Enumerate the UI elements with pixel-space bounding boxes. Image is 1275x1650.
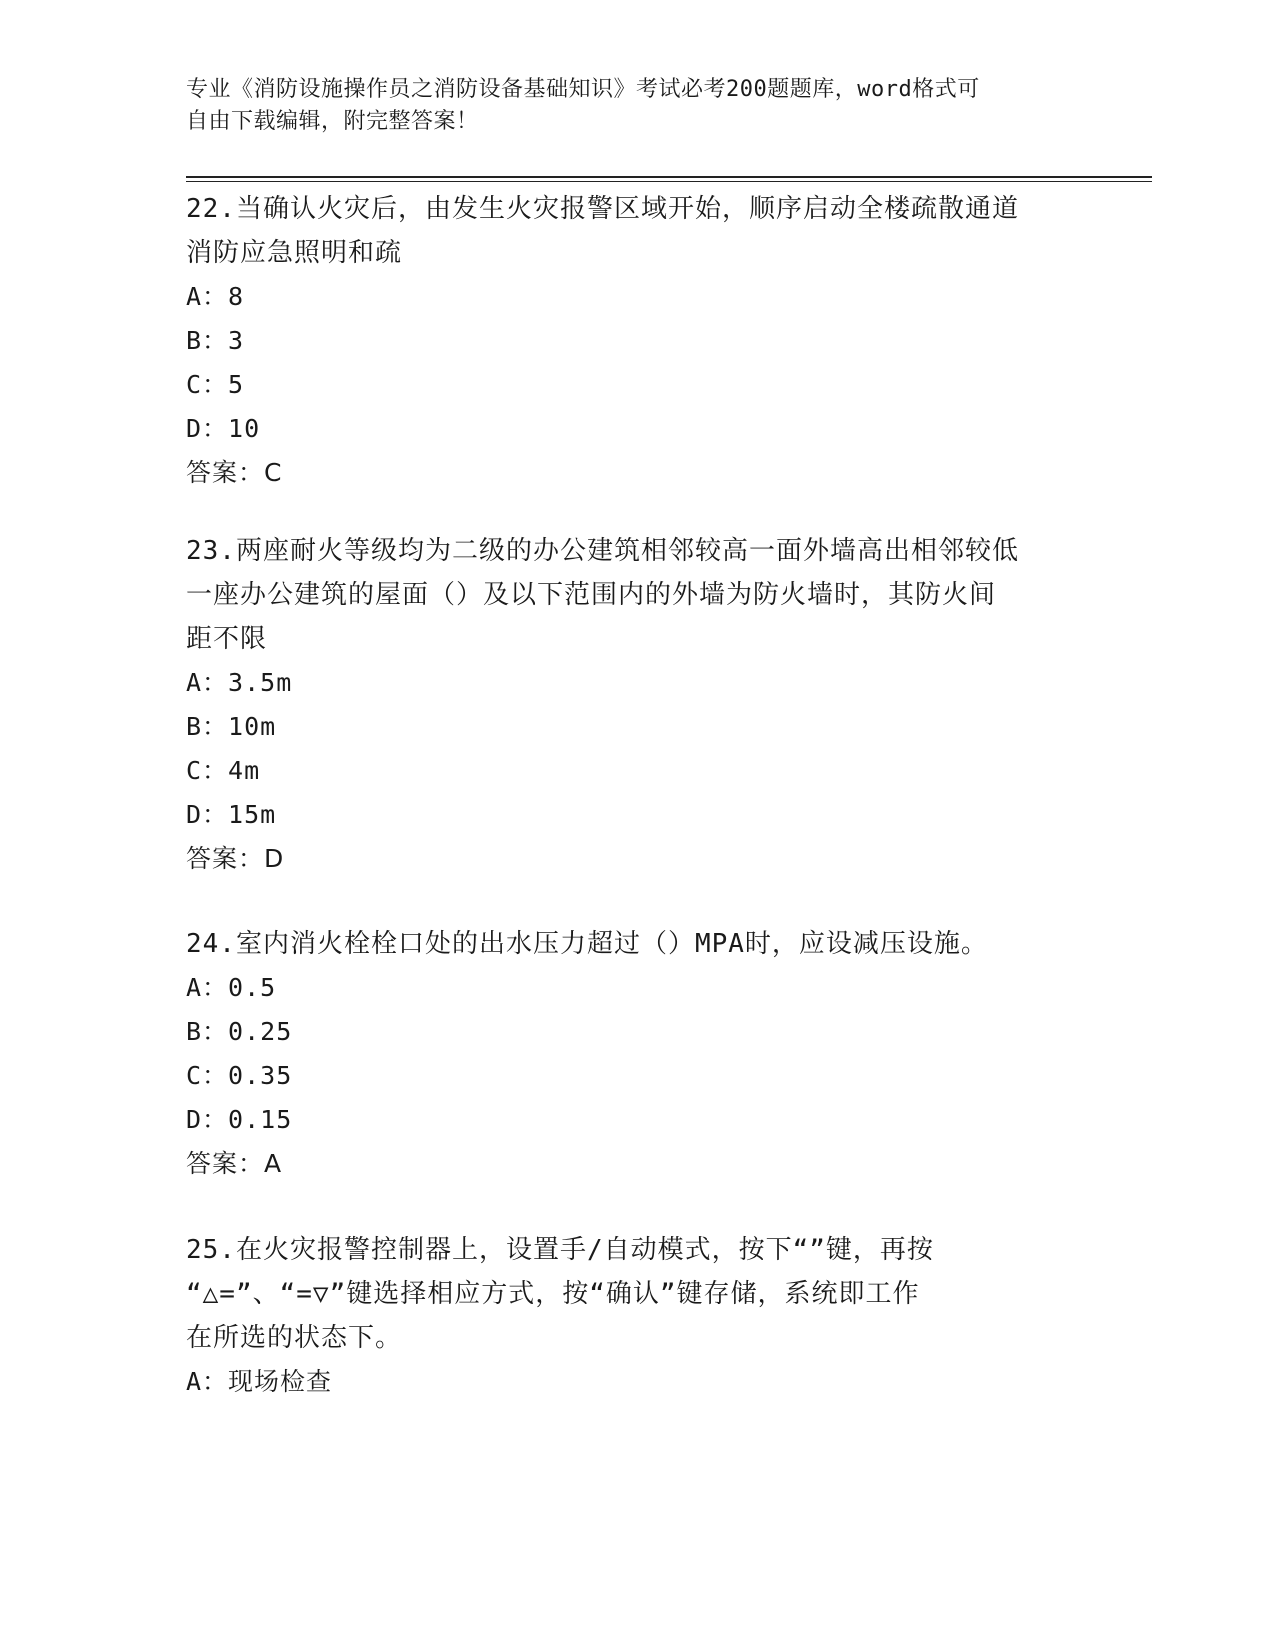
question-23-stem-line-1: 23.两座耐火等级均为二级的办公建筑相邻较高一面外墙高出相邻较低 [186, 536, 1019, 566]
question-22-stem-line-1: 22.当确认火灾后，由发生火灾报警区域开始，顺序启动全楼疏散通道 [186, 194, 1019, 224]
question-25-option-a: A：现场检查 [186, 1367, 333, 1396]
question-24-option-c: C：0.35 [186, 1061, 293, 1090]
document-header [186, 74, 1066, 138]
question-22-stem-line-2: 消防应急照明和疏 [186, 238, 403, 268]
question-23-stem-line-3: 距不限 [186, 624, 268, 654]
question-23-option-a: A：3.5m [186, 668, 293, 697]
question-24-option-b: B：0.25 [186, 1017, 293, 1046]
question-25-stem-line-2: “△=”、“=▽”键选择相应方式，按“确认”键存储，系统即工作 [186, 1279, 920, 1309]
question-23-option-b: B：10m [186, 712, 277, 741]
question-24-option-a: A：0.5 [186, 973, 277, 1002]
question-24-answer: 答案：A [186, 1149, 283, 1178]
header-title-line-1: 专业《消防设施操作员之消防设备基础知识》考试必考200题题库，word格式可 [186, 77, 980, 102]
question-24-option-d: D：0.15 [186, 1105, 293, 1134]
question-25-stem-line-1: 25.在火灾报警控制器上，设置手/自动模式，按下“”键，再按 [186, 1235, 934, 1265]
question-22-option-a: A：8 [186, 282, 245, 311]
question-22-option-d: D：10 [186, 414, 261, 443]
question-22-option-b: B：3 [186, 326, 245, 355]
question-23-stem-line-2: 一座办公建筑的屋面（）及以下范围内的外墙为防火墙时，其防火间 [186, 580, 997, 610]
question-25-stem-line-3: 在所选的状态下。 [186, 1323, 403, 1353]
question-23-option-d: D：15m [186, 800, 277, 829]
header-title-line-2: 自由下载编辑，附完整答案！ [186, 109, 479, 134]
header-divider-thin [186, 181, 1152, 182]
question-22-option-c: C：5 [186, 370, 245, 399]
header-divider [186, 176, 1152, 178]
question-23-answer: 答案：D [186, 844, 285, 873]
question-23-option-c: C：4m [186, 756, 261, 785]
question-22-answer: 答案：C [186, 458, 283, 487]
question-24-stem-line-1: 24.室内消火栓栓口处的出水压力超过（）MPA时，应设减压设施。 [186, 929, 988, 959]
